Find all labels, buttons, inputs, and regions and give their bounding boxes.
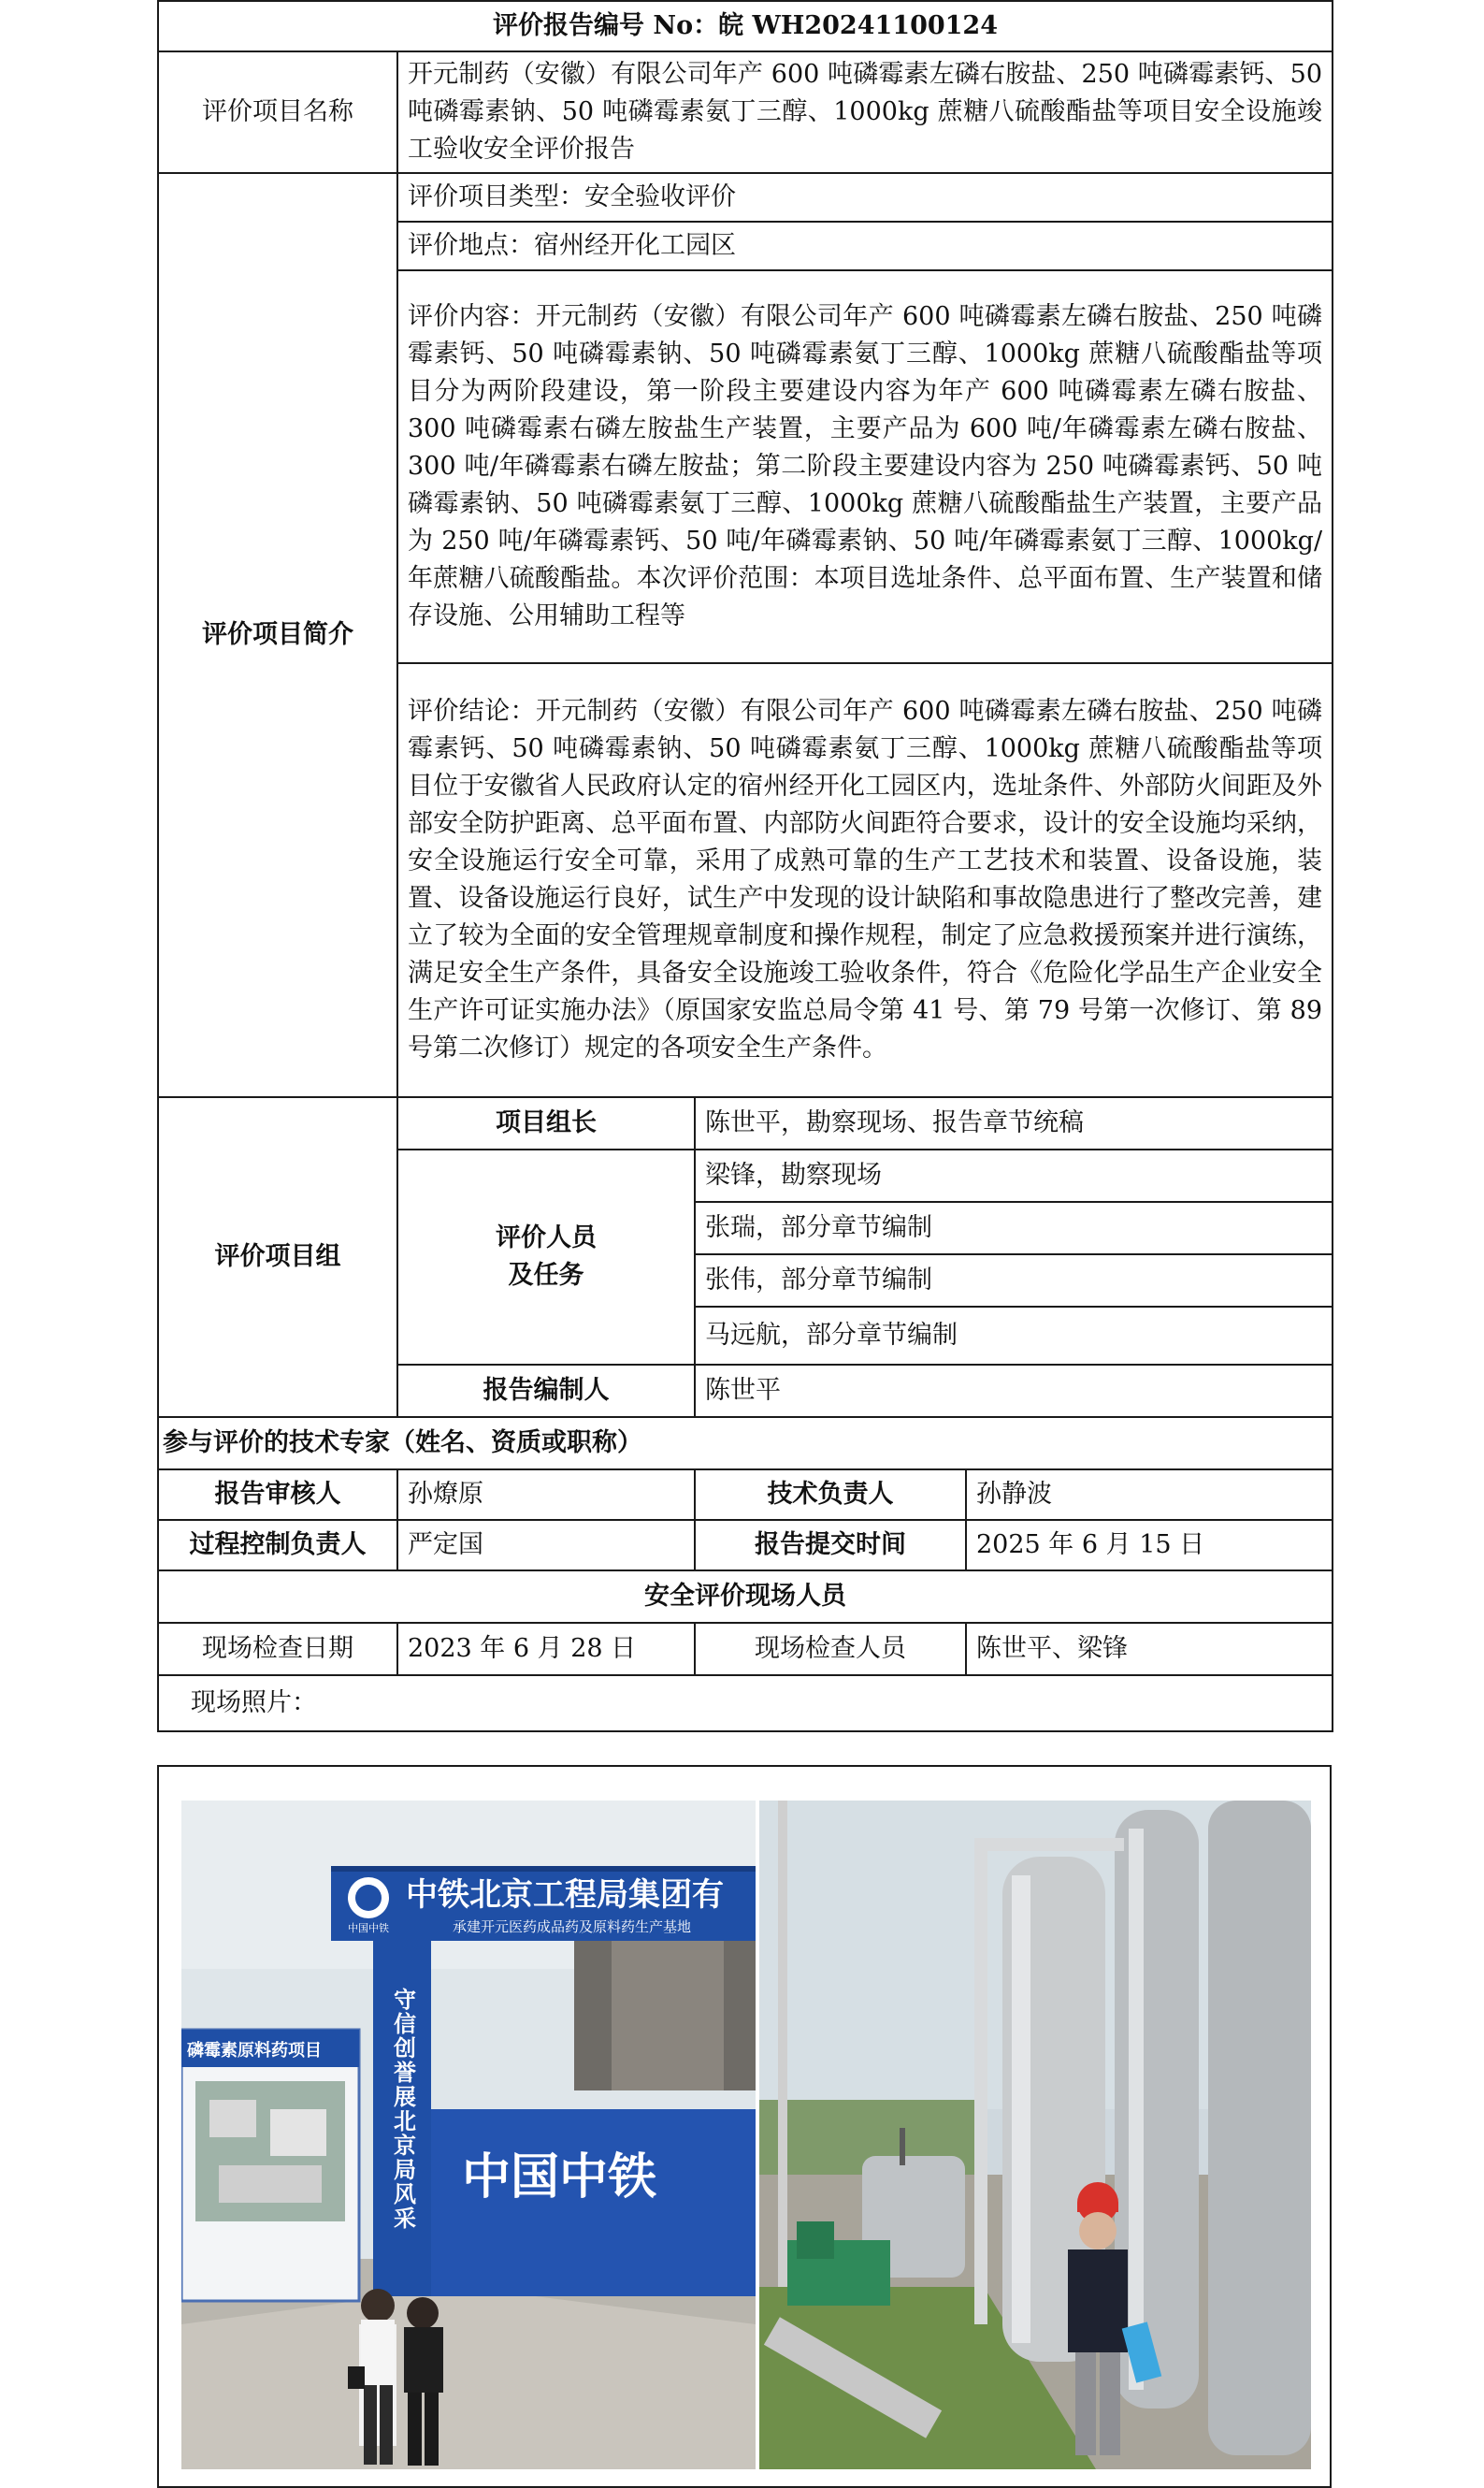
- summary-type: 评价项目类型：安全验收评价: [397, 173, 1333, 222]
- team-leader-value: 陈世平，勘察现场、报告章节统稿: [695, 1097, 1333, 1150]
- site-photo-gate-illustration: [181, 1801, 756, 2469]
- wall-text: 中国中铁: [462, 2150, 657, 2205]
- team-member-4: 马远航，部分章节编制: [695, 1307, 1333, 1365]
- report-table: [157, 0, 1333, 1732]
- submit-time-value: 2025 年 6 月 15 日: [966, 1520, 1333, 1570]
- banner-sub-text: 承建开元医药成品药及原料药生产基地: [453, 1919, 692, 1935]
- pillar-text: 守信创誉展北京局风采: [389, 1988, 415, 2231]
- team-leader-label: 项目组长: [397, 1097, 695, 1150]
- team-members-label-line2: 及任务: [508, 1261, 584, 1290]
- process-value: 严定国: [397, 1520, 695, 1570]
- site-photo-gate: [181, 1801, 756, 2469]
- summary-location: 评价地点：宿州经开化工园区: [397, 222, 1333, 270]
- team-member-3: 张伟，部分章节编制: [695, 1254, 1333, 1307]
- photos-frame: [157, 1765, 1332, 2488]
- team-compiler-value: 陈世平: [695, 1365, 1333, 1417]
- experts-heading: 参与评价的技术专家（姓名、资质或职称）: [158, 1417, 1333, 1469]
- submit-time-label: 报告提交时间: [695, 1520, 966, 1570]
- project-name-label: 评价项目名称: [158, 51, 397, 173]
- tech-lead-label: 技术负责人: [695, 1469, 966, 1520]
- site-heading: 安全评价现场人员: [158, 1570, 1333, 1623]
- tech-lead-value: 孙静波: [966, 1469, 1333, 1520]
- board-title: 磷霉素原料药项目: [187, 2041, 322, 2060]
- summary-label: 评价项目简介: [158, 173, 397, 1097]
- site-photos-label: 现场照片：: [158, 1675, 1333, 1731]
- summary-content: 评价内容：开元制药（安徽）有限公司年产 600 吨磷霉素左磷右胺盐、250 吨磷霉素钙、50 吨磷霉素钠、50 吨磷霉素氨丁三醇、1000kg 蔗糖八硫酸酯盐等项目分为两阶段建设，第一阶段主要建设内容为年产 600 吨磷霉素左磷右胺盐、300 吨磷霉素右磷左胺盐生产装置，主要产品为 600 吨/年磷霉素左磷右胺盐、300 吨/年磷霉素右磷左胺盐；第二阶段主要建设内容为 250 吨磷霉素钙、50 吨磷霉素钠、50 吨磷霉素氨丁三醇、1000kg 蔗糖八硫酸酯盐生产装置，主要产品为 250 吨/年磷霉素钙、50 吨/年磷霉素钠、50 吨/年磷霉素氨丁三醇、1000kg/年蔗糖八硫酸酯盐。本次评价范围：本项目选址条件、总平面布置、生产装置和储存设施、公用辅助工程等: [397, 270, 1333, 663]
- site-people-value: 陈世平、梁锋: [966, 1623, 1333, 1675]
- team-members-label: [397, 1150, 695, 1365]
- team-member-2: 张瑞，部分章节编制: [695, 1202, 1333, 1254]
- site-photo-equipment-illustration: [759, 1801, 1311, 2469]
- banner-main-text: 中铁北京工程局集团有: [406, 1877, 724, 1913]
- reviewer-value: 孙燎原: [397, 1469, 695, 1520]
- site-date-value: 2023 年 6 月 28 日: [397, 1623, 695, 1675]
- reviewer-label: 报告审核人: [158, 1469, 397, 1520]
- team-label: 评价项目组: [158, 1097, 397, 1417]
- summary-conclusion: 评价结论：开元制药（安徽）有限公司年产 600 吨磷霉素左磷右胺盐、250 吨磷霉素钙、50 吨磷霉素钠、50 吨磷霉素氨丁三醇、1000kg 蔗糖八硫酸酯盐等项目位于安徽省人民政府认定的宿州经开化工园区内，选址条件、外部防火间距及外部安全防护距离、总平面布置、内部防火间距符合要求，设计的安全设施均采纳，安全设施运行安全可靠，采用了成熟可靠的生产工艺技术和装置、设备设施，装置、设备设施运行良好，试生产中发现的设计缺陷和事故隐患进行了整改完善，建立了较为全面的安全管理规章制度和操作规程，制定了应急救援预案并进行演练，满足安全生产条件，具备安全设施竣工验收条件，符合《危险化学品生产企业安全生产许可证实施办法》（原国家安监总局令第 41 号、第 79 号第一次修订、第 89 号第二次修订）规定的各项安全生产条件。: [397, 663, 1333, 1097]
- team-compiler-label: 报告编制人: [397, 1365, 695, 1417]
- site-date-label: 现场检查日期: [158, 1623, 397, 1675]
- site-people-label: 现场检查人员: [695, 1623, 966, 1675]
- process-label: 过程控制负责人: [158, 1520, 397, 1570]
- site-photo-equipment: [759, 1801, 1311, 2469]
- team-members-label-line1: 评价人员: [496, 1223, 597, 1252]
- banner-logo-text: 中国中铁: [348, 1923, 389, 1934]
- project-name-value: 开元制药（安徽）有限公司年产 600 吨磷霉素左磷右胺盐、250 吨磷霉素钙、50 吨磷霉素钠、50 吨磷霉素氨丁三醇、1000kg 蔗糖八硫酸酯盐等项目安全设施竣工验收安全评价报告: [397, 51, 1333, 173]
- team-member-1: 梁锋，勘察现场: [695, 1150, 1333, 1202]
- report-sheet: [157, 0, 1332, 1732]
- report-number: 评价报告编号 No：皖 WH20241100124: [158, 1, 1333, 51]
